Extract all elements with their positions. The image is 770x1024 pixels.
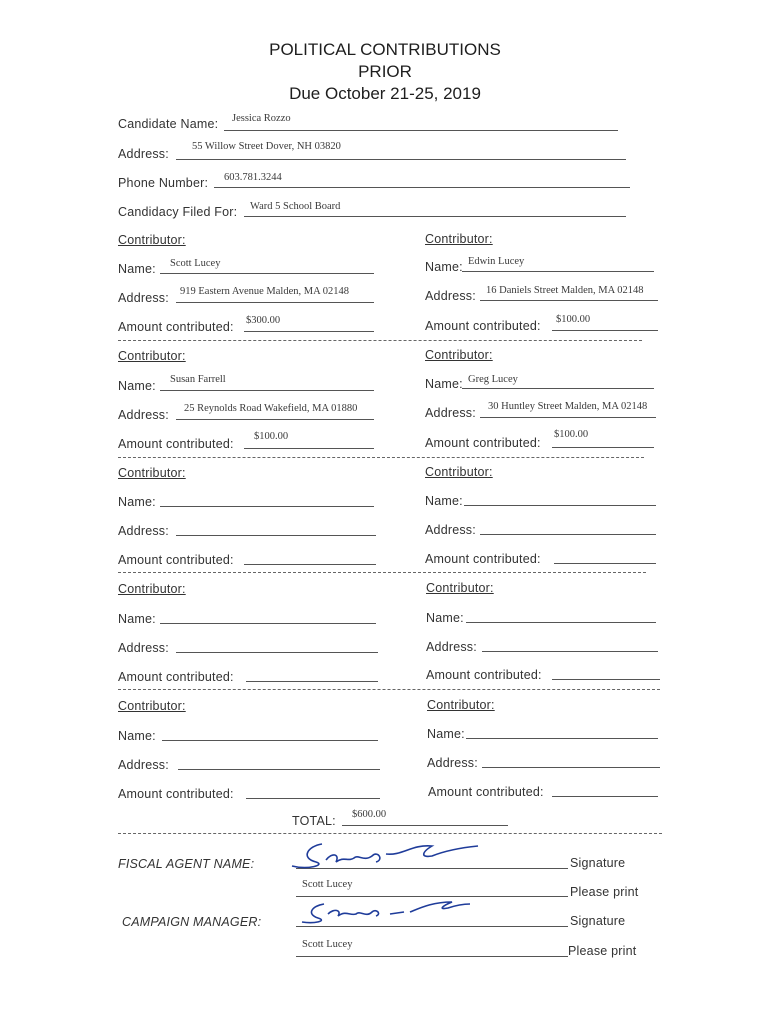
contributor-1-name-line	[160, 273, 374, 274]
contributor-3-address-line	[176, 419, 374, 420]
candidate-phone-label: Phone Number:	[118, 176, 209, 190]
contributor-4-address-line	[480, 417, 656, 418]
campaign-manager-signature-caption: Signature	[570, 914, 626, 928]
fiscal-agent-printed-name[interactable]: Scott Lucey	[302, 879, 353, 890]
contributor-5-amount-line[interactable]	[244, 564, 376, 565]
contributor-10-name-label: Name:	[427, 727, 465, 741]
contributor-4-name-line	[462, 388, 654, 389]
contributor-8-amount-line[interactable]	[552, 679, 660, 680]
contributor-3-name[interactable]: Susan Farrell	[170, 374, 226, 385]
row-divider-4	[118, 689, 660, 690]
contributor-6-amount-label: Amount contributed:	[425, 552, 541, 566]
candidate-name-line	[224, 130, 618, 131]
total-label: TOTAL:	[292, 814, 336, 828]
contributor-3-amount-label: Amount contributed:	[118, 437, 234, 451]
contributor-6-address-line[interactable]	[480, 534, 656, 535]
candidate-name-label: Candidate Name:	[118, 117, 219, 131]
contributor-7-address-label: Address:	[118, 641, 169, 655]
contributor-1-amount[interactable]: $300.00	[246, 315, 281, 326]
contributor-6-name-line[interactable]	[464, 505, 656, 506]
row-divider-1	[118, 340, 642, 341]
fiscal-agent-print-caption: Please print	[570, 885, 639, 899]
contributor-5-heading: Contributor:	[118, 466, 186, 480]
contributor-2-address-label: Address:	[425, 289, 476, 303]
form-due-date: Due October 21-25, 2019	[289, 84, 481, 103]
contributor-3-address[interactable]: 25 Reynolds Road Wakefield, MA 01880	[184, 403, 358, 414]
contributor-4-amount-label: Amount contributed:	[425, 436, 541, 450]
contributor-8-heading: Contributor:	[426, 581, 494, 595]
contributor-10-amount-label: Amount contributed:	[428, 785, 544, 799]
contributor-1-heading: Contributor:	[118, 233, 186, 247]
contributor-5-name-line[interactable]	[160, 506, 374, 507]
contributor-3-address-label: Address:	[118, 408, 169, 422]
contributor-6-amount-line[interactable]	[554, 563, 656, 564]
candidacy-filed-label: Candidacy Filed For:	[118, 205, 238, 219]
campaign-manager-label: CAMPAIGN MANAGER:	[122, 915, 262, 929]
contributor-2-address-line	[480, 300, 658, 301]
contributor-2-name-line	[462, 271, 654, 272]
contributor-2-amount[interactable]: $100.00	[556, 314, 591, 325]
contributor-2-heading: Contributor:	[425, 232, 493, 246]
contributor-4-address-label: Address:	[425, 406, 476, 420]
contributor-9-address-label: Address:	[118, 758, 169, 772]
contributor-4-amount-line	[552, 447, 654, 448]
contributor-9-address-line[interactable]	[178, 769, 380, 770]
contributor-4-heading: Contributor:	[425, 348, 493, 362]
contributor-5-address-line[interactable]	[176, 535, 376, 536]
contributor-6-address-label: Address:	[425, 523, 476, 537]
contributor-5-amount-label: Amount contributed:	[118, 553, 234, 567]
total-value[interactable]: $600.00	[352, 809, 387, 820]
contributor-4-name[interactable]: Greg Lucey	[468, 374, 518, 385]
contributor-7-name-label: Name:	[118, 612, 156, 626]
contributor-10-name-line[interactable]	[466, 738, 658, 739]
contributor-1-amount-label: Amount contributed:	[118, 320, 234, 334]
contributor-7-name-line[interactable]	[160, 623, 376, 624]
candidacy-filed-value[interactable]: Ward 5 School Board	[250, 201, 341, 212]
campaign-manager-printed-name[interactable]: Scott Lucey	[302, 939, 353, 950]
contributor-9-name-line[interactable]	[162, 740, 378, 741]
candidate-phone-line	[214, 187, 630, 188]
row-divider-3	[118, 572, 646, 573]
form-subtitle: PRIOR	[358, 62, 412, 81]
contributor-7-amount-line[interactable]	[246, 681, 378, 682]
contributor-8-address-label: Address:	[426, 640, 477, 654]
contributor-10-amount-line[interactable]	[552, 796, 658, 797]
contributor-3-amount[interactable]: $100.00	[254, 431, 289, 442]
fiscal-agent-label: FISCAL AGENT NAME:	[118, 857, 255, 871]
contributor-1-address-line	[176, 302, 374, 303]
contributor-2-amount-line	[552, 330, 658, 331]
contributor-3-heading: Contributor:	[118, 349, 186, 363]
contributor-5-address-label: Address:	[118, 524, 169, 538]
form-title: POLITICAL CONTRIBUTIONS	[269, 40, 501, 59]
campaign-manager-signature	[292, 896, 472, 928]
contributor-2-address[interactable]: 16 Daniels Street Malden, MA 02148	[486, 285, 644, 296]
contributor-3-name-label: Name:	[118, 379, 156, 393]
candidate-address-label: Address:	[118, 147, 169, 161]
contributor-1-name[interactable]: Scott Lucey	[170, 258, 221, 269]
contributor-1-name-label: Name:	[118, 262, 156, 276]
contributor-1-amount-line	[244, 331, 374, 332]
contributor-9-amount-line[interactable]	[246, 798, 380, 799]
contributor-9-name-label: Name:	[118, 729, 156, 743]
contributor-8-name-line[interactable]	[466, 622, 656, 623]
contributor-10-address-line[interactable]	[482, 767, 660, 768]
row-divider-2	[118, 457, 644, 458]
campaign-manager-print-line	[296, 956, 568, 957]
contributor-1-address[interactable]: 919 Eastern Avenue Malden, MA 02148	[180, 286, 349, 297]
total-line	[342, 825, 508, 826]
contributor-8-address-line[interactable]	[482, 651, 658, 652]
candidacy-filed-line	[244, 216, 626, 217]
contributor-4-name-label: Name:	[425, 377, 463, 391]
contributor-10-address-label: Address:	[427, 756, 478, 770]
contributor-6-heading: Contributor:	[425, 465, 493, 479]
contributor-4-amount[interactable]: $100.00	[554, 429, 589, 440]
contributor-7-amount-label: Amount contributed:	[118, 670, 234, 684]
contributor-7-address-line[interactable]	[176, 652, 378, 653]
contributor-10-heading: Contributor:	[427, 698, 495, 712]
contributor-2-name-label: Name:	[425, 260, 463, 274]
candidate-phone-value[interactable]: 603.781.3244	[224, 172, 282, 183]
contributor-7-heading: Contributor:	[118, 582, 186, 596]
fiscal-agent-signature	[282, 832, 482, 872]
contributor-2-name[interactable]: Edwin Lucey	[468, 256, 525, 267]
contributor-1-address-label: Address:	[118, 291, 169, 305]
contributor-2-amount-label: Amount contributed:	[425, 319, 541, 333]
contributor-3-name-line	[160, 390, 374, 391]
candidate-name-value[interactable]: Jessica Rozzo	[232, 113, 291, 124]
campaign-manager-print-caption: Please print	[568, 944, 637, 958]
contributor-8-name-label: Name:	[426, 611, 464, 625]
contributor-3-amount-line	[244, 448, 374, 449]
contributor-5-name-label: Name:	[118, 495, 156, 509]
contributor-8-amount-label: Amount contributed:	[426, 668, 542, 682]
candidate-address-line	[176, 159, 626, 160]
fiscal-agent-signature-caption: Signature	[570, 856, 626, 870]
contributor-6-name-label: Name:	[425, 494, 463, 508]
contributor-4-address[interactable]: 30 Huntley Street Malden, MA 02148	[488, 401, 648, 412]
contributor-9-amount-label: Amount contributed:	[118, 787, 234, 801]
candidate-address-value[interactable]: 55 Willow Street Dover, NH 03820	[192, 141, 341, 152]
contributor-9-heading: Contributor:	[118, 699, 186, 713]
